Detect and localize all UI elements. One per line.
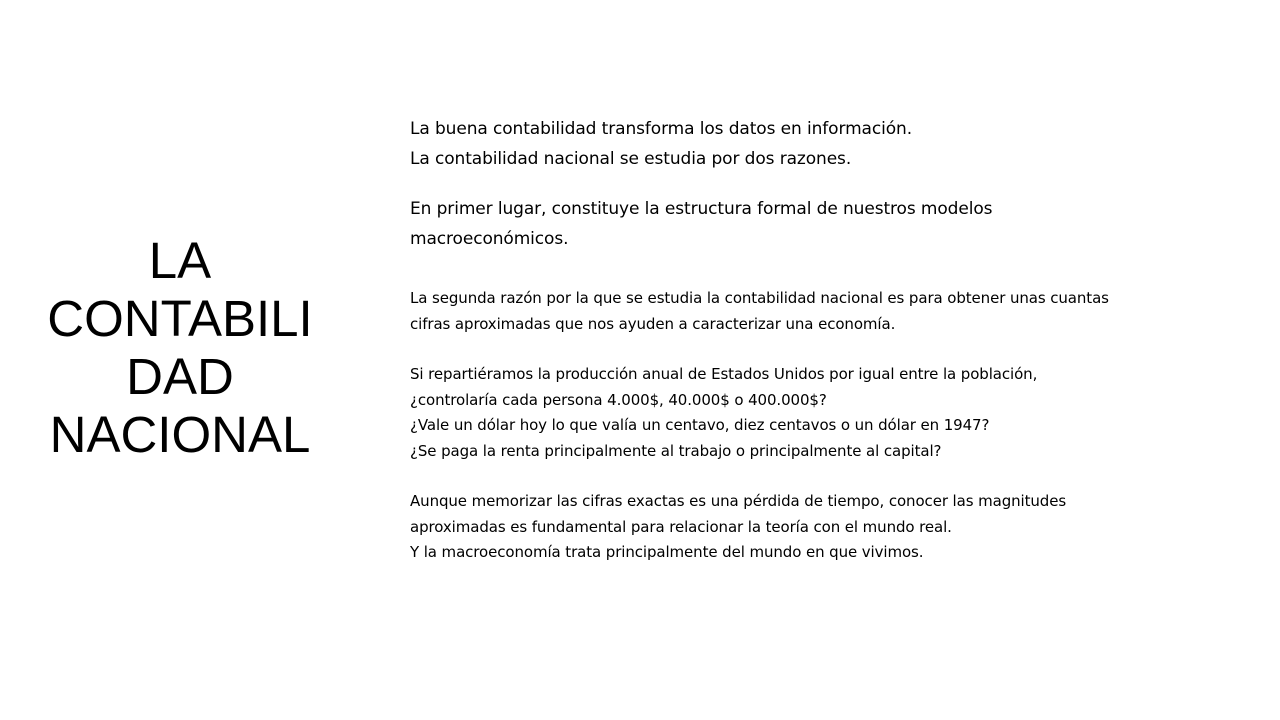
intro-line: La contabilidad nacional se estudia por dos razones. <box>410 149 852 169</box>
title-line: DAD <box>126 348 234 405</box>
second-reason-line: La segunda razón por la que se estudia la contabilidad nacional es para obtener unas cuantas <box>410 289 1109 307</box>
intro-line: La buena contabilidad transforma los datos en información. <box>410 119 913 139</box>
conclusion-line: Aunque memorizar las cifras exactas es una pérdida de tiempo, conocer las magnitudes <box>410 492 1067 510</box>
spacer <box>410 254 1230 286</box>
question-line: ¿Se paga la renta principalmente al trabajo o principalmente al capital? <box>410 441 942 460</box>
title-line: CONTABILI <box>47 290 313 347</box>
title-line: NACIONAL <box>49 406 311 463</box>
question-line: Si repartiéramos la producción anual de Estados Unidos por igual entre la población, <box>410 365 1038 383</box>
conclusion-line: Y la macroeconomía trata principalmente del mundo en que vivimos. <box>410 543 924 561</box>
slide-body <box>410 114 1230 566</box>
question-line: ¿controlaría cada persona 4.000$, 40.000$ o 400.000$? <box>410 390 827 409</box>
first-reason-line: macroeconómicos. <box>410 229 569 249</box>
title-line: LA <box>148 232 212 289</box>
question-line: ¿Vale un dólar hoy lo que valía un centavo, diez centavos o un dólar en 1947? <box>410 416 990 434</box>
first-reason-line: En primer lugar, constituye la estructura formal de nuestros modelos <box>410 199 993 219</box>
second-reason-line: cifras aproximadas que nos ayuden a caracterizar una economía. <box>410 314 896 333</box>
conclusion-line: aproximadas es fundamental para relacionar la teoría con el mundo real. <box>410 517 952 536</box>
slide-title <box>20 232 340 464</box>
